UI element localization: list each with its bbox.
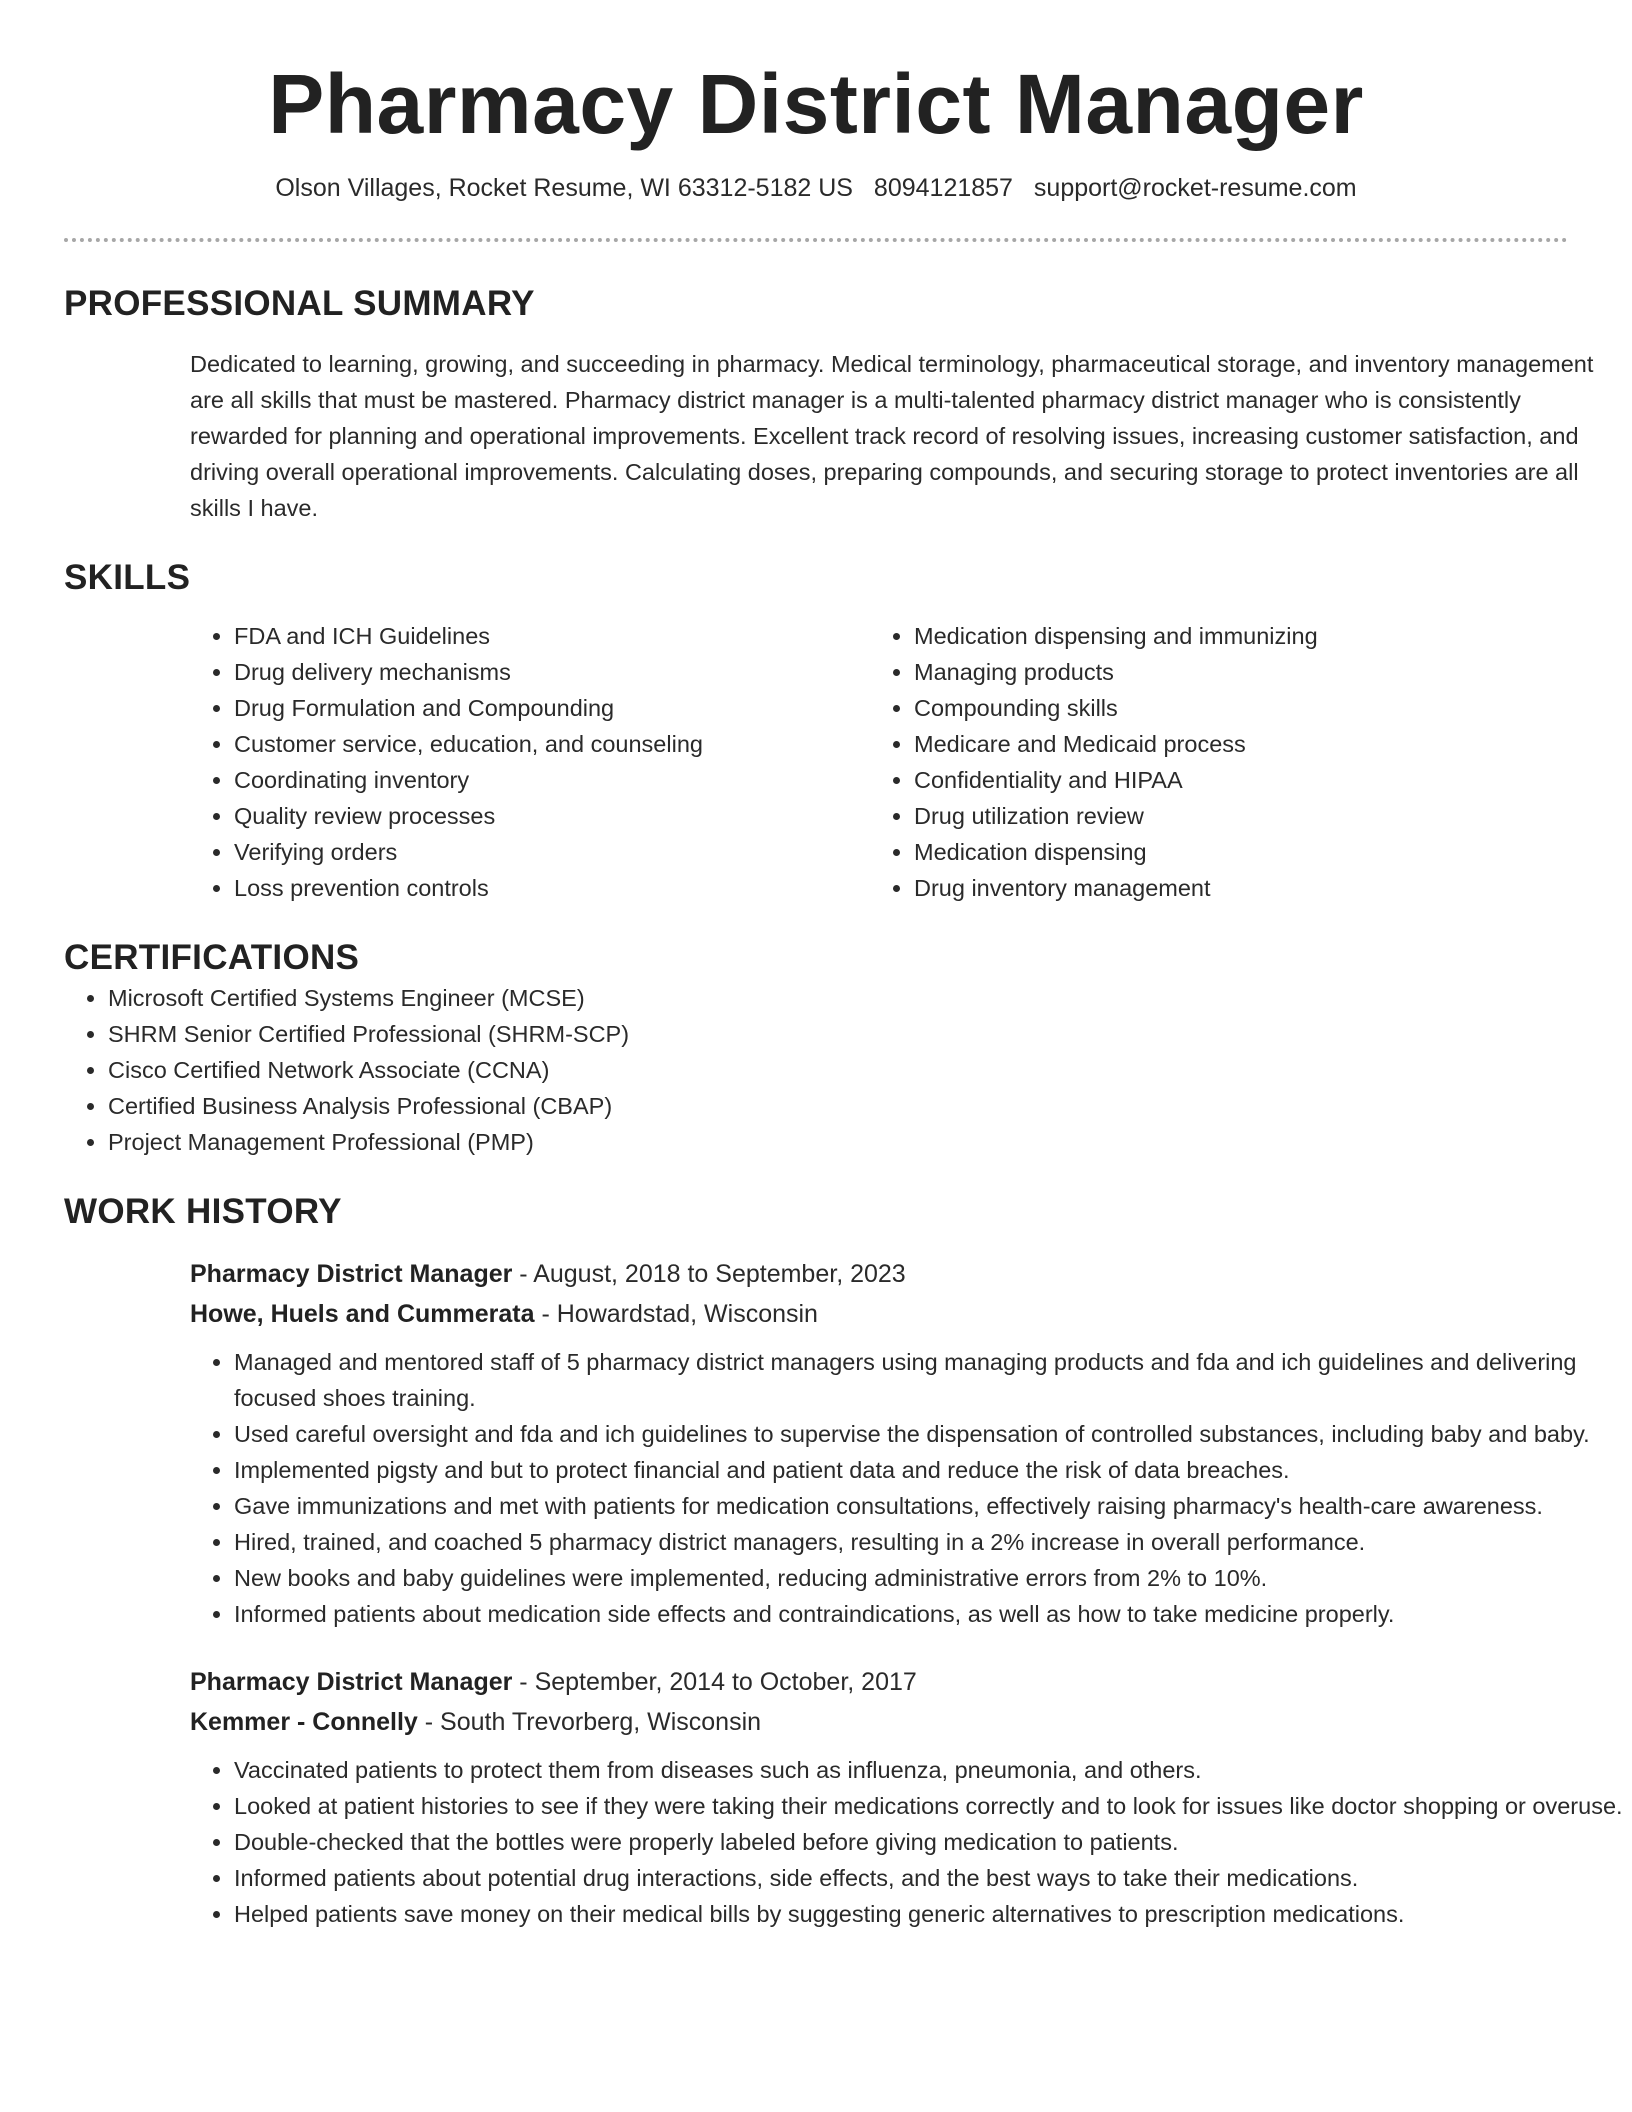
- skills-title: SKILLS: [64, 558, 191, 597]
- job-role-line: [190, 1662, 1630, 1702]
- job-dates: - September, 2014 to October, 2017: [512, 1668, 917, 1696]
- job-company: Kemmer - Connelly: [190, 1708, 418, 1736]
- job-location: - South Trevorberg, Wisconsin: [417, 1708, 762, 1736]
- skill-item: • Drug utilization review: [914, 798, 1550, 834]
- job-company: Howe, Huels and Cummerata: [190, 1300, 535, 1328]
- contact-email: support@rocket-resume.com: [1033, 174, 1357, 202]
- job-role-line: [190, 1254, 1630, 1294]
- job-bullet: • Helped patients save money on their medical bills by suggesting generic alternatives to prescription medications.: [234, 1896, 1630, 1932]
- skill-item: • Drug inventory management: [914, 870, 1550, 906]
- job-bullet: • Double-checked that the bottles were properly labeled before giving medication to patients.: [234, 1824, 1630, 1860]
- job-company-line: [190, 1702, 1630, 1742]
- skills-section: [64, 556, 1568, 906]
- job-bullet: • Vaccinated patients to protect them from diseases such as influenza, pneumonia, and others.: [234, 1752, 1630, 1788]
- contact-line: [64, 172, 1568, 204]
- job-bullet: • Used careful oversight and fda and ich guidelines to supervise the dispensation of controlled substances, including baby and baby.: [234, 1416, 1630, 1452]
- job-bullets: [190, 1344, 1630, 1632]
- certifications-title: CERTIFICATIONS: [64, 938, 360, 977]
- work-history-section: [64, 1190, 1623, 1932]
- job-company-line: [190, 1294, 1630, 1334]
- work-history-title: WORK HISTORY: [64, 1192, 342, 1231]
- skill-item: • FDA and ICH Guidelines: [234, 618, 870, 654]
- certifications-list: [64, 980, 1568, 1160]
- certification-item: • SHRM Senior Certified Professional (SHRM-SCP): [108, 1016, 1568, 1052]
- job-role: Pharmacy District Manager: [190, 1668, 513, 1696]
- summary-section: [64, 282, 1594, 526]
- job-bullet: • New books and baby guidelines were implemented, reducing administrative errors from 2% to 10%.: [234, 1560, 1630, 1596]
- skill-item: • Managing products: [914, 654, 1550, 690]
- skill-item: • Customer service, education, and counseling: [234, 726, 870, 762]
- skill-item: • Medication dispensing and immunizing: [914, 618, 1550, 654]
- skill-item: • Medicare and Medicaid process: [914, 726, 1550, 762]
- job-bullet: • Implemented pigsty and but to protect financial and patient data and reduce the risk of data breaches.: [234, 1452, 1630, 1488]
- summary-title: PROFESSIONAL SUMMARY: [64, 284, 535, 323]
- certification-item: • Cisco Certified Network Associate (CCNA): [108, 1052, 1568, 1088]
- job-role: Pharmacy District Manager: [190, 1260, 513, 1288]
- contact-address: Olson Villages, Rocket Resume, WI 63312-5182 US: [275, 174, 853, 202]
- header-divider: [64, 238, 1568, 242]
- skill-item: • Quality review processes: [234, 798, 870, 834]
- summary-text: Dedicated to learning, growing, and succeeding in pharmacy. Medical terminology, pharmaceutical storage, and inventory management are all skills that must be mastered. Pharmacy district manager is a multi-talented pharmacy district manager who is consistently rewarded for planning and operational improvements. Excellent track record of resolving issues, increasing customer satisfaction, and driving overall operational improvements. Calculating doses, preparing compounds, and securing storage to protect inventories are all skills I have.: [190, 351, 1594, 521]
- skill-item: • Confidentiality and HIPAA: [914, 762, 1550, 798]
- job-dates: - August, 2018 to September, 2023: [512, 1260, 906, 1288]
- job-entry: [190, 1662, 1630, 1932]
- job-bullet: • Looked at patient histories to see if they were taking their medications correctly and to look for issues like doctor shopping or overuse.: [234, 1788, 1630, 1824]
- job-entry: [190, 1254, 1630, 1632]
- job-bullet: • Managed and mentored staff of 5 pharmacy district managers using managing products and fda and ich guidelines and delivering focused shoes training.: [234, 1344, 1630, 1416]
- certification-item: • Project Management Professional (PMP): [108, 1124, 1568, 1160]
- certification-item: • Microsoft Certified Systems Engineer (MCSE): [108, 980, 1568, 1016]
- skill-item: • Drug delivery mechanisms: [234, 654, 870, 690]
- skill-item: • Loss prevention controls: [234, 870, 870, 906]
- job-bullet: • Informed patients about potential drug interactions, side effects, and the best ways to take their medications.: [234, 1860, 1630, 1896]
- contact-phone: 8094121857: [873, 174, 1013, 202]
- candidate-name: Pharmacy District Manager: [268, 57, 1364, 151]
- skills-list-right: [870, 618, 1550, 906]
- skills-list-left: [190, 618, 870, 906]
- skills-grid: [190, 618, 1568, 906]
- skill-item: • Medication dispensing: [914, 834, 1550, 870]
- job-bullet: • Informed patients about medication side effects and contraindications, as well as how to take medicine properly.: [234, 1596, 1630, 1632]
- job-bullet: • Hired, trained, and coached 5 pharmacy district managers, resulting in a 2% increase in overall performance.: [234, 1524, 1630, 1560]
- skill-item: • Drug Formulation and Compounding: [234, 690, 870, 726]
- certifications-section: [64, 936, 1568, 1160]
- skill-item: • Verifying orders: [234, 834, 870, 870]
- job-bullet: • Gave immunizations and met with patients for medication consultations, effectively raising pharmacy's health-care awareness.: [234, 1488, 1630, 1524]
- skill-item: • Compounding skills: [914, 690, 1550, 726]
- skill-item: • Coordinating inventory: [234, 762, 870, 798]
- job-bullets: [190, 1752, 1630, 1932]
- certification-item: • Certified Business Analysis Professional (CBAP): [108, 1088, 1568, 1124]
- job-location: - Howardstad, Wisconsin: [534, 1300, 818, 1328]
